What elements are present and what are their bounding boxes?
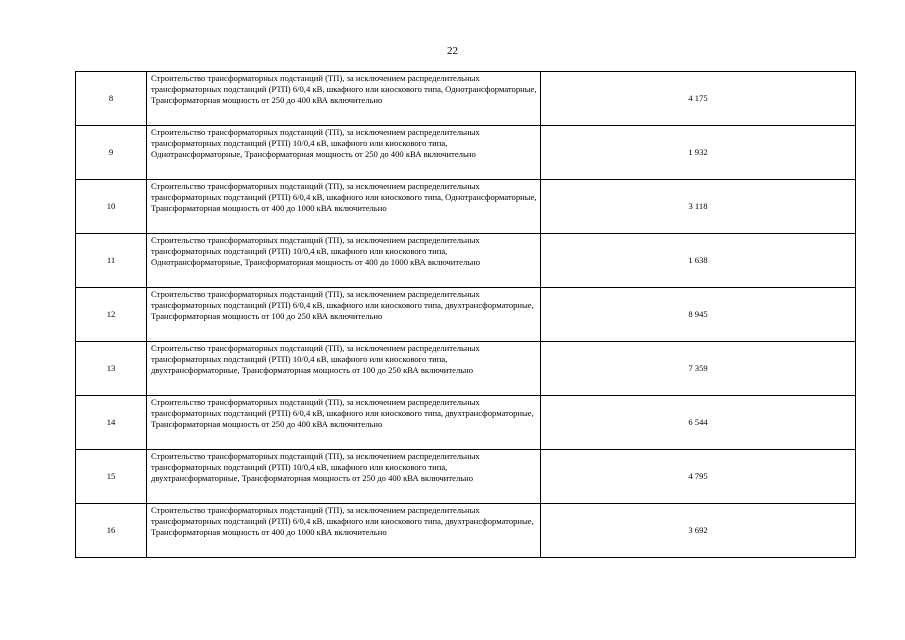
row-value: 8 945 [541, 288, 856, 342]
row-number: 16 [76, 504, 147, 558]
row-description: Строительство трансформаторных подстанций (ТП), за исключением распределительных трансформаторных подстанций (РТП) 6/0,4 кВ, шкафного или киоскового типа, двухтрансформаторные, Трансформаторная мощность от 400 до 1000 кВА включительно [147, 504, 541, 558]
row-number: 9 [76, 126, 147, 180]
table-row [76, 450, 856, 504]
row-description: Строительство трансформаторных подстанций (ТП), за исключением распределительных трансформаторных подстанций (РТП) 6/0,4 кВ, шкафного или киоскового типа, двухтрансформаторные, Трансформаторная мощность от 250 до 400 кВА включительно [147, 396, 541, 450]
row-description: Строительство трансформаторных подстанций (ТП), за исключением распределительных трансформаторных подстанций (РТП) 10/0,4 кВ, шкафного или киоскового типа, двухтрансформаторные, Трансформаторная мощность от 250 до 400 кВА включительно [147, 450, 541, 504]
row-number: 11 [76, 234, 147, 288]
row-value: 4 795 [541, 450, 856, 504]
row-description: Строительство трансформаторных подстанций (ТП), за исключением распределительных трансформаторных подстанций (РТП) 10/0,4 кВ, шкафного или киоскового типа, Однотрансформаторные, Трансформаторная мощность от 250 до 400 кВА включительно [147, 126, 541, 180]
row-description: Строительство трансформаторных подстанций (ТП), за исключением распределительных трансформаторных подстанций (РТП) 6/0,4 кВ, шкафного или киоскового типа, Однотрансформаторные, Трансформаторная мощность от 400 до 1000 кВА включительно [147, 180, 541, 234]
row-value: 3 118 [541, 180, 856, 234]
row-value: 4 175 [541, 72, 856, 126]
row-number: 8 [76, 72, 147, 126]
table-row [76, 342, 856, 396]
row-value: 6 544 [541, 396, 856, 450]
rates-table [75, 71, 856, 558]
row-description: Строительство трансформаторных подстанций (ТП), за исключением распределительных трансформаторных подстанций (РТП) 6/0,4 кВ, шкафного или киоскового типа, двухтрансформаторные, Трансформаторная мощность от 100 до 250 кВА включительно [147, 288, 541, 342]
row-description: Строительство трансформаторных подстанций (ТП), за исключением распределительных трансформаторных подстанций (РТП) 10/0,4 кВ, шкафного или киоскового типа, двухтрансформаторные, Трансформаторная мощность от 100 до 250 кВА включительно [147, 342, 541, 396]
row-number: 15 [76, 450, 147, 504]
table-row [76, 72, 856, 126]
row-number: 10 [76, 180, 147, 234]
row-number: 14 [76, 396, 147, 450]
table-row [76, 504, 856, 558]
table-row [76, 234, 856, 288]
row-description: Строительство трансформаторных подстанций (ТП), за исключением распределительных трансформаторных подстанций (РТП) 10/0,4 кВ, шкафного или киоскового типа, Однотрансформаторные, Трансформаторная мощность от 400 до 1000 кВА включительно [147, 234, 541, 288]
row-number: 13 [76, 342, 147, 396]
row-number: 12 [76, 288, 147, 342]
table-row [76, 126, 856, 180]
row-description: Строительство трансформаторных подстанций (ТП), за исключением распределительных трансформаторных подстанций (РТП) 6/0,4 кВ, шкафного или киоскового типа, Однотрансформаторные, Трансформаторная мощность от 250 до 400 кВА включительно [147, 72, 541, 126]
row-value: 1 638 [541, 234, 856, 288]
row-value: 1 932 [541, 126, 856, 180]
row-value: 7 359 [541, 342, 856, 396]
row-value: 3 692 [541, 504, 856, 558]
page-number: 22 [447, 45, 458, 57]
rates-table-body [76, 72, 856, 558]
table-row [76, 180, 856, 234]
table-row [76, 396, 856, 450]
table-row [76, 288, 856, 342]
